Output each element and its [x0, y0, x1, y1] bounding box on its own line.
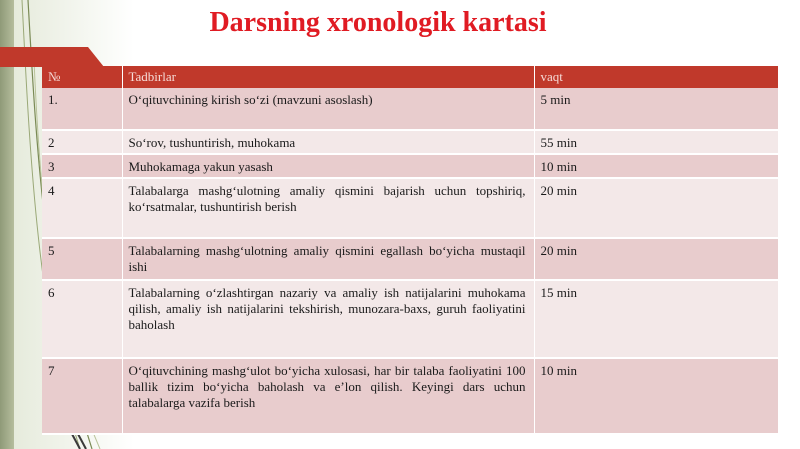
table-row: [42, 130, 778, 154]
row-time: 15 min: [534, 280, 778, 358]
row-activity: Muhokamaga yakun yasash: [122, 154, 534, 178]
table-row: [42, 358, 778, 434]
slide-title: Darsning xronologik kartasi: [209, 7, 547, 38]
row-activity: So‘rov, tushuntirish, muhokama: [122, 130, 534, 154]
row-time: 10 min: [534, 154, 778, 178]
table-row: [42, 154, 778, 178]
row-number: 3: [42, 154, 122, 178]
row-number: 7: [42, 358, 122, 434]
table-row: [42, 178, 778, 238]
table-row: [42, 88, 778, 130]
row-number: 2: [42, 130, 122, 154]
row-number: 1.: [42, 88, 122, 130]
table-header-row: [42, 66, 778, 88]
row-time: 20 min: [534, 178, 778, 238]
row-number: 6: [42, 280, 122, 358]
row-number: 4: [42, 178, 122, 238]
row-time: 20 min: [534, 238, 778, 280]
table-row: [42, 238, 778, 280]
table-row: [42, 280, 778, 358]
header-time: vaqt: [534, 66, 778, 88]
chronology-table: [42, 66, 779, 435]
row-activity: O‘qituvchining mashg‘ulot bo‘yicha xulosasi, har bir talaba faoliyatini 100 ballik tizim bo‘yicha baholash va e’lon qilish. Keyingi dars uchun talabalarga vazifa berish: [122, 358, 534, 434]
red-accent-tab: [0, 47, 104, 67]
header-number: №: [42, 66, 122, 88]
row-activity: Talabalarning mashg‘ulotning amaliy qismini egallash bo‘yicha mustaqil ishi: [122, 238, 534, 280]
row-activity: O‘qituvchining kirish so‘zi (mavzuni asoslash): [122, 88, 534, 130]
row-number: 5: [42, 238, 122, 280]
row-time: 10 min: [534, 358, 778, 434]
header-activities: Tadbirlar: [122, 66, 534, 88]
row-activity: Talabalarga mashg‘ulotning amaliy qismini bajarish uchun topshiriq, ko‘rsatmalar, tushuntirish berish: [122, 178, 534, 238]
row-time: 5 min: [534, 88, 778, 130]
row-time: 55 min: [534, 130, 778, 154]
row-activity: Talabalarning o‘zlashtirgan nazariy va amaliy ish natijalarini muhokama qilish, amaliy ish natijalarini tekshirish, munozara-baxs, guruh faoliyatini baholash: [122, 280, 534, 358]
